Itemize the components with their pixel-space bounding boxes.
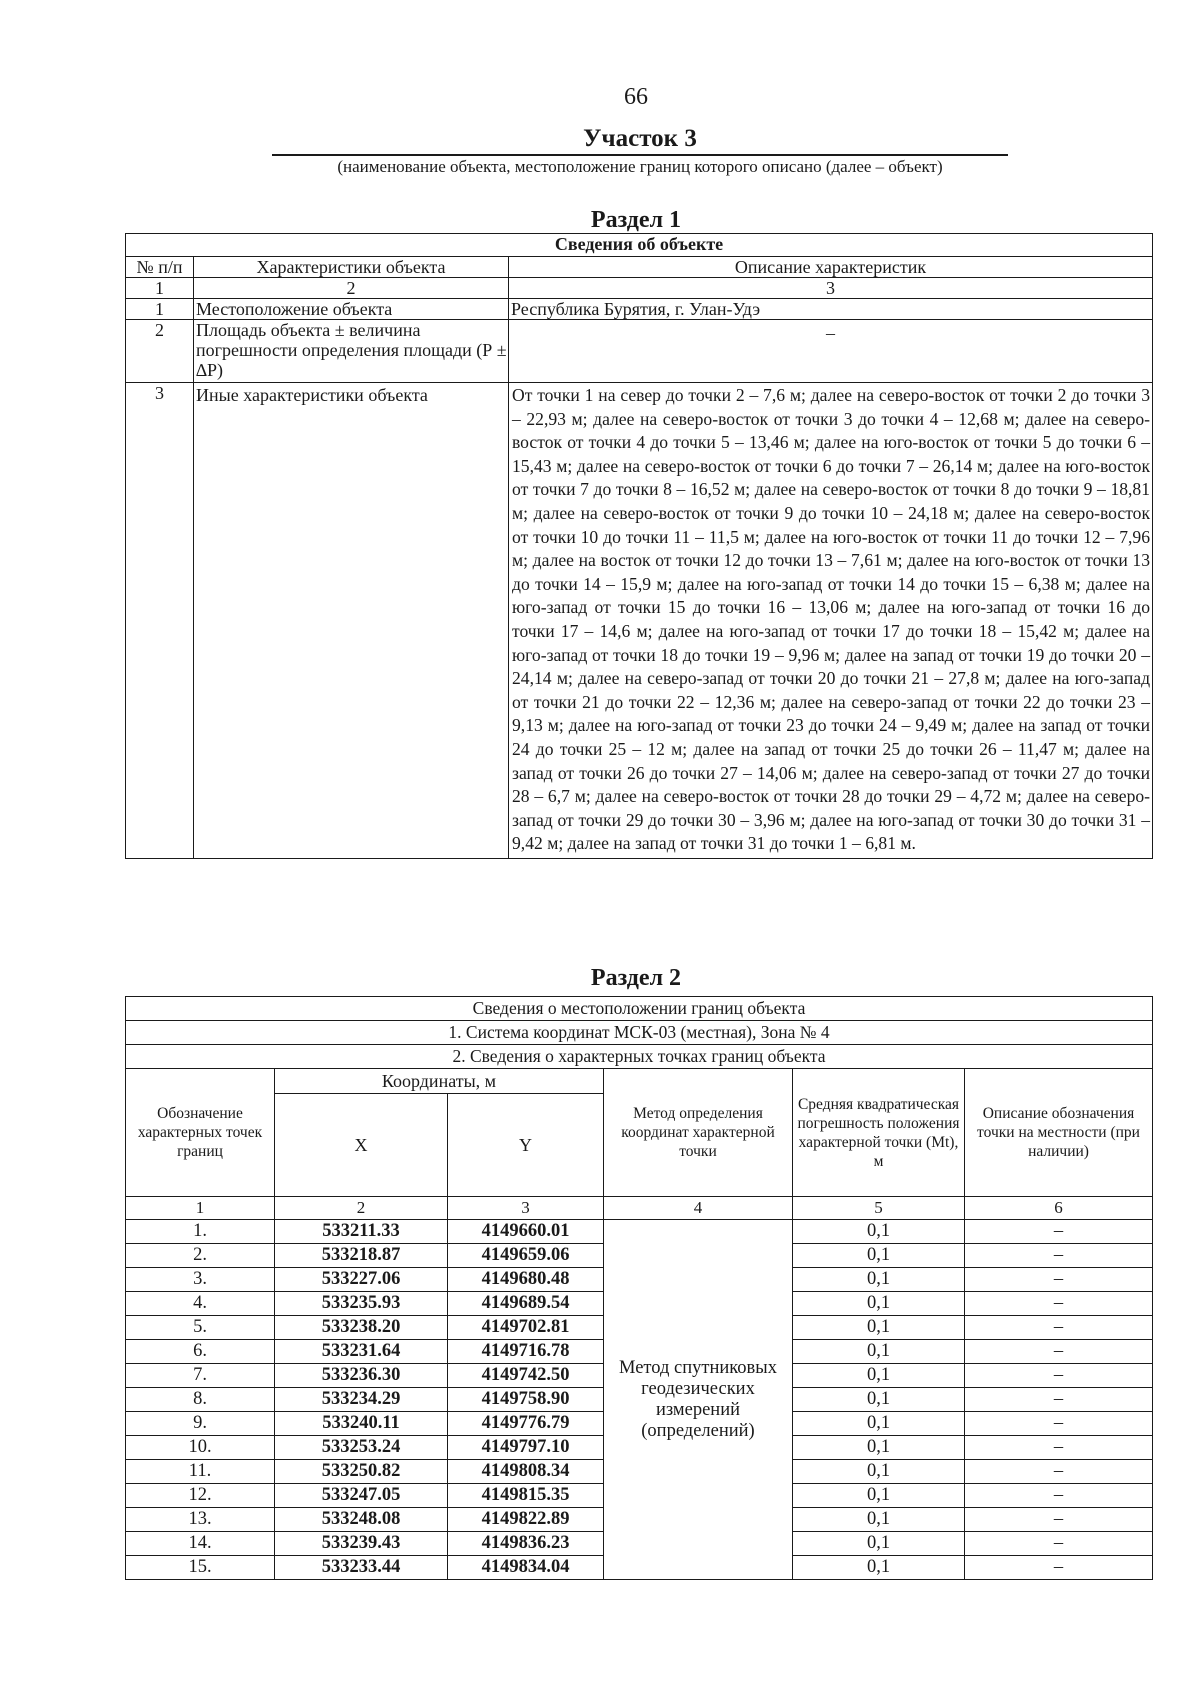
point-description: – <box>965 1412 1153 1436</box>
boundary-points-table <box>125 996 1153 1580</box>
row-number: 1 <box>126 299 194 320</box>
point-y: 4149702.81 <box>448 1316 604 1340</box>
points-title: 2. Сведения о характерных точках границ объекта <box>126 1045 1153 1069</box>
row-label: Площадь объекта ± величина погрешности определения площади (Р ± ∆Р) <box>194 320 509 383</box>
row-value: Республика Бурятия, г. Улан-Удэ <box>509 299 1153 320</box>
table-row <box>126 383 1153 859</box>
plot-caption: (наименование объекта, местоположение границ которого описано (далее – объект) <box>337 157 943 176</box>
col-number-1: 1 <box>126 1197 275 1220</box>
point-id: 5. <box>126 1316 275 1340</box>
point-x: 533227.06 <box>275 1268 448 1292</box>
point-id: 1. <box>126 1220 275 1244</box>
point-x: 533211.33 <box>275 1220 448 1244</box>
object-info-title: Сведения об объекте <box>126 234 1153 257</box>
table-row <box>126 320 1153 383</box>
row-number: 2 <box>126 320 194 383</box>
point-x: 533247.05 <box>275 1484 448 1508</box>
point-description: – <box>965 1364 1153 1388</box>
point-y: 4149822.89 <box>448 1508 604 1532</box>
point-y: 4149836.23 <box>448 1532 604 1556</box>
point-y: 4149776.79 <box>448 1412 604 1436</box>
point-x: 533233.44 <box>275 1556 448 1580</box>
header-method: Метод определения координат характерной точки <box>604 1069 793 1197</box>
point-description: – <box>965 1556 1153 1580</box>
point-mt: 0,1 <box>793 1412 965 1436</box>
table-row <box>126 1220 1153 1244</box>
point-mt: 0,1 <box>793 1292 965 1316</box>
point-mt: 0,1 <box>793 1508 965 1532</box>
page-number: 66 <box>624 84 648 110</box>
point-y: 4149742.50 <box>448 1364 604 1388</box>
point-mt: 0,1 <box>793 1436 965 1460</box>
col-number-3: 3 <box>509 278 1153 299</box>
col-header-description: Описание характеристик <box>509 257 1153 278</box>
point-id: 10. <box>126 1436 275 1460</box>
row-value: От точки 1 на север до точки 2 – 7,6 м; далее на северо-восток от точки 2 до точки 3 – 22,93 м; далее на северо-восток от точки 3 до точки 4 – 12,68 м; далее на северо-восток от точки 4 до точки 5 – 13,46 м; далее на юго-восток от точки 5 до точки 6 – 15,43 м; далее на северо-восток от точки 6 до точки 7 – 26,14 м; далее на юго-восток от точки 7 до точки 8 – 16,52 м; далее на северо-восток от точки 8 до точки 9 – 18,81 м; далее на северо-восток от точки 9 до точки 10 – 24,18 м; далее на северо-восток от точки 10 до точки 11 – 11,5 м; далее на юго-восток от точки 11 до точки 12 – 7,96 м; далее на восток от точки 12 до точки 13 – 7,61 м; далее на юго-восток от точки 13 до точки 14 – 15,9 м; далее на юго-запад от точки 14 до точки 15 – 6,38 м; далее на юго-запад от точки 15 до точки 16 – 13,06 м; далее на юго-запад от точки 16 до точки 17 – 14,6 м; далее на юго-запад от точки 17 до точки 18 – 15,42 м; далее на юго-запад от точки 18 до точки 19 – 9,96 м; далее на запад от точки 19 до точки 20 – 24,14 м; далее на северо-запад от точки 20 до точки 21 – 27,8 м; далее на юго-запад от точки 21 до точки 22 – 12,36 м; далее на северо-запад от точки 22 до точки 23 – 9,13 м; далее на юго-запад от точки 23 до точки 24 – 9,49 м; далее на запад от точки 24 до точки 25 – 12 м; далее на запад от точки 25 до точки 26 – 11,47 м; далее на запад от точки 26 до точки 27 – 14,06 м; далее на северо-запад от точки 27 до точки 28 – 6,7 м; далее на северо-восток от точки 28 до точки 29 – 4,72 м; далее на северо-запад от точки 29 до точки 30 – 3,96 м; далее на юго-запад от точки 30 до точки 31 – 9,42 м; далее на запад от точки 31 до точки 1 – 6,81 м. <box>509 383 1153 859</box>
header-error: Средняя квадратическая погрешность положения характерной точки (Mt), м <box>793 1069 965 1197</box>
point-id: 13. <box>126 1508 275 1532</box>
point-y: 4149797.10 <box>448 1436 604 1460</box>
point-description: – <box>965 1292 1153 1316</box>
point-mt: 0,1 <box>793 1532 965 1556</box>
row-number: 3 <box>126 383 194 859</box>
point-x: 533239.43 <box>275 1532 448 1556</box>
point-id: 9. <box>126 1412 275 1436</box>
col-header-characteristic: Характеристики объекта <box>194 257 509 278</box>
point-x: 533218.87 <box>275 1244 448 1268</box>
point-y: 4149660.01 <box>448 1220 604 1244</box>
point-id: 15. <box>126 1556 275 1580</box>
point-description: – <box>965 1484 1153 1508</box>
point-id: 14. <box>126 1532 275 1556</box>
header-y: Y <box>448 1094 604 1197</box>
header-x: X <box>275 1094 448 1197</box>
col-number-6: 6 <box>965 1197 1153 1220</box>
section-1-heading: Раздел 1 <box>590 207 682 233</box>
point-id: 8. <box>126 1388 275 1412</box>
point-description: – <box>965 1316 1153 1340</box>
col-number-3: 3 <box>448 1197 604 1220</box>
point-x: 533236.30 <box>275 1364 448 1388</box>
point-mt: 0,1 <box>793 1244 965 1268</box>
point-description: – <box>965 1388 1153 1412</box>
point-mt: 0,1 <box>793 1364 965 1388</box>
point-x: 533253.24 <box>275 1436 448 1460</box>
header-designation: Обозначение характерных точек границ <box>126 1069 275 1197</box>
col-number-5: 5 <box>793 1197 965 1220</box>
col-header-number: № п/п <box>126 257 194 278</box>
point-y: 4149689.54 <box>448 1292 604 1316</box>
point-x: 533235.93 <box>275 1292 448 1316</box>
header-description: Описание обозначения точки на местности (при наличии) <box>965 1069 1153 1197</box>
point-mt: 0,1 <box>793 1316 965 1340</box>
point-x: 533250.82 <box>275 1460 448 1484</box>
col-number-2: 2 <box>194 278 509 299</box>
point-x: 533240.11 <box>275 1412 448 1436</box>
point-mt: 0,1 <box>793 1460 965 1484</box>
method-cell: Метод спутниковых геодезических измерений (определений) <box>604 1220 793 1580</box>
point-mt: 0,1 <box>793 1220 965 1244</box>
point-mt: 0,1 <box>793 1340 965 1364</box>
point-x: 533231.64 <box>275 1340 448 1364</box>
point-id: 12. <box>126 1484 275 1508</box>
point-x: 533238.20 <box>275 1316 448 1340</box>
point-mt: 0,1 <box>793 1268 965 1292</box>
header-coordinates: Координаты, м <box>275 1069 604 1094</box>
point-id: 3. <box>126 1268 275 1292</box>
point-description: – <box>965 1220 1153 1244</box>
point-y: 4149834.04 <box>448 1556 604 1580</box>
col-number-4: 4 <box>604 1197 793 1220</box>
plot-title: Участок 3 <box>272 125 1008 156</box>
point-y: 4149808.34 <box>448 1460 604 1484</box>
point-description: – <box>965 1532 1153 1556</box>
point-y: 4149716.78 <box>448 1340 604 1364</box>
point-description: – <box>965 1340 1153 1364</box>
point-x: 533234.29 <box>275 1388 448 1412</box>
row-value: – <box>509 320 1153 383</box>
point-id: 4. <box>126 1292 275 1316</box>
point-y: 4149680.48 <box>448 1268 604 1292</box>
point-description: – <box>965 1460 1153 1484</box>
section-2-title: Сведения о местоположении границ объекта <box>126 997 1153 1021</box>
point-id: 11. <box>126 1460 275 1484</box>
table-row <box>126 299 1153 320</box>
point-mt: 0,1 <box>793 1556 965 1580</box>
point-description: – <box>965 1244 1153 1268</box>
point-description: – <box>965 1436 1153 1460</box>
point-y: 4149815.35 <box>448 1484 604 1508</box>
point-id: 2. <box>126 1244 275 1268</box>
point-id: 6. <box>126 1340 275 1364</box>
point-y: 4149758.90 <box>448 1388 604 1412</box>
coordinate-system: 1. Система координат МСК-03 (местная), Зона № 4 <box>126 1021 1153 1045</box>
point-x: 533248.08 <box>275 1508 448 1532</box>
point-mt: 0,1 <box>793 1388 965 1412</box>
point-y: 4149659.06 <box>448 1244 604 1268</box>
col-number-1: 1 <box>126 278 194 299</box>
col-number-2: 2 <box>275 1197 448 1220</box>
point-id: 7. <box>126 1364 275 1388</box>
point-mt: 0,1 <box>793 1484 965 1508</box>
object-info-table <box>125 233 1153 859</box>
row-label: Местоположение объекта <box>194 299 509 320</box>
point-description: – <box>965 1508 1153 1532</box>
section-2-heading: Раздел 2 <box>590 965 682 991</box>
point-description: – <box>965 1268 1153 1292</box>
row-label: Иные характеристики объекта <box>194 383 509 859</box>
